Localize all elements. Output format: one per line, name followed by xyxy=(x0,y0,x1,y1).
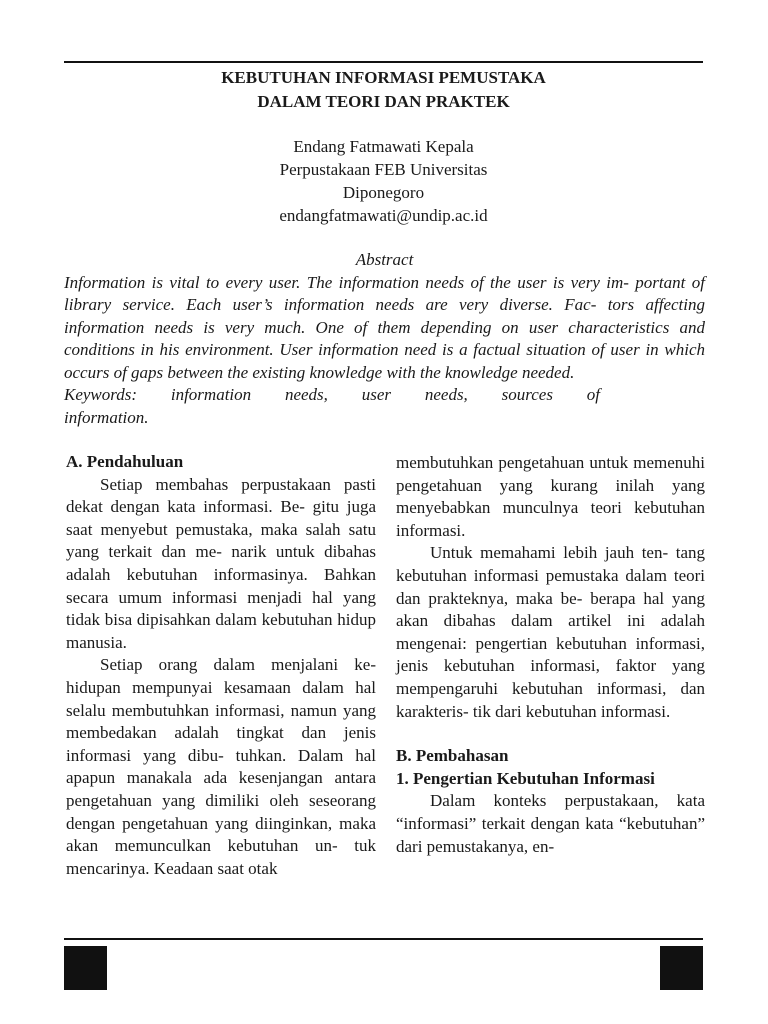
left-column xyxy=(66,451,376,880)
title-line-2: DALAM TEORI DAN PRAKTEK xyxy=(257,92,510,111)
section-heading-pendahuluan: A. Pendahuluan xyxy=(66,452,184,471)
paragraph: Setiap orang dalam menjalani ke- hidupan mempunyai kesamaan dalam hal selalu membutuhkan informasi, namun yang membedakan adalah tingkat dan jenis informasi yang dibu- tuhkan. Dalam hal apapun manakala ada kesenjangan antara pengetahuan yang dimiliki oleh seseorang dengan pengetahuan yang diinginkan, maka akan memunculkan kebutuhan un- tuk mencarinya. Keadaan saat otak xyxy=(66,655,376,878)
paragraph: membutuhkan pengetahuan untuk memenuhi pengetahuan yang kurang inilah yang menyebabkan munculnya teori kebutuhan informasi. xyxy=(396,453,705,540)
bottom-rule xyxy=(64,938,703,940)
footer-block-left xyxy=(64,946,107,990)
keywords-line-1: Keywords: information needs, user needs, sources of xyxy=(64,385,600,404)
author-line-3: Diponegoro xyxy=(342,183,425,202)
author-line-1: Endang Fatmawati Kepala xyxy=(293,137,474,156)
subsection-heading-pengertian: 1. Pengertian Kebutuhan Informasi xyxy=(396,768,655,788)
keywords-line-2: information. xyxy=(64,407,149,427)
author-email: endangfatmawati@undip.ac.id xyxy=(279,206,488,225)
section-heading-pembahasan: B. Pembahasan xyxy=(396,746,509,766)
paragraph: Untuk memahami lebih jauh ten- tang kebutuhan informasi pemustaka dalam teori dan prakteknya, maka be- berapa hal yang akan dibahas dalam artikel ini adalah mengenai: pengertian kebutuhan informasi, jenis kebutuhan informasi, faktor yang mempengaruhi kebutuhan informasi, dan karakteris- tik dari kebutuhan informasi. xyxy=(396,543,705,721)
right-column xyxy=(396,452,705,858)
paragraph: Dalam konteks perpustakaan, kata “informasi” terkait dengan kata “kebutuhan” dari pemustakanya, en- xyxy=(396,791,705,856)
title-line-1: KEBUTUHAN INFORMASI PEMUSTAKA xyxy=(221,68,546,87)
footer-block-right xyxy=(660,946,703,990)
abstract-heading: Abstract xyxy=(355,250,414,269)
top-rule xyxy=(64,61,703,63)
author-block xyxy=(64,135,703,227)
author-line-2: Perpustakaan FEB Universitas xyxy=(279,160,488,179)
abstract-body: Information is vital to every user. The information needs of the user is very im- portant of library service. Each user’s information needs are very diverse. Fac- tors affecting information needs is very much. One of them depending on user characteristics and conditions in his environment. User information need is a factual situation of user in which occurs of gaps between the existing knowledge with the knowledge needed. xyxy=(64,272,705,382)
paragraph: Setiap membahas perpustakaan pasti dekat dengan kata informasi. Be- gitu juga saat menyebut pemustaka, maka salah satu yang terkait dan me- narik untuk dibahas adalah kebutuhan informasinya. Bahkan secara umum informasi menjadi hal yang tidak bisa dipisahkan dalam kebutuhan hidup manusia. xyxy=(66,474,376,652)
paper-title xyxy=(64,66,703,114)
abstract-section xyxy=(64,249,705,429)
spacer xyxy=(396,723,705,745)
